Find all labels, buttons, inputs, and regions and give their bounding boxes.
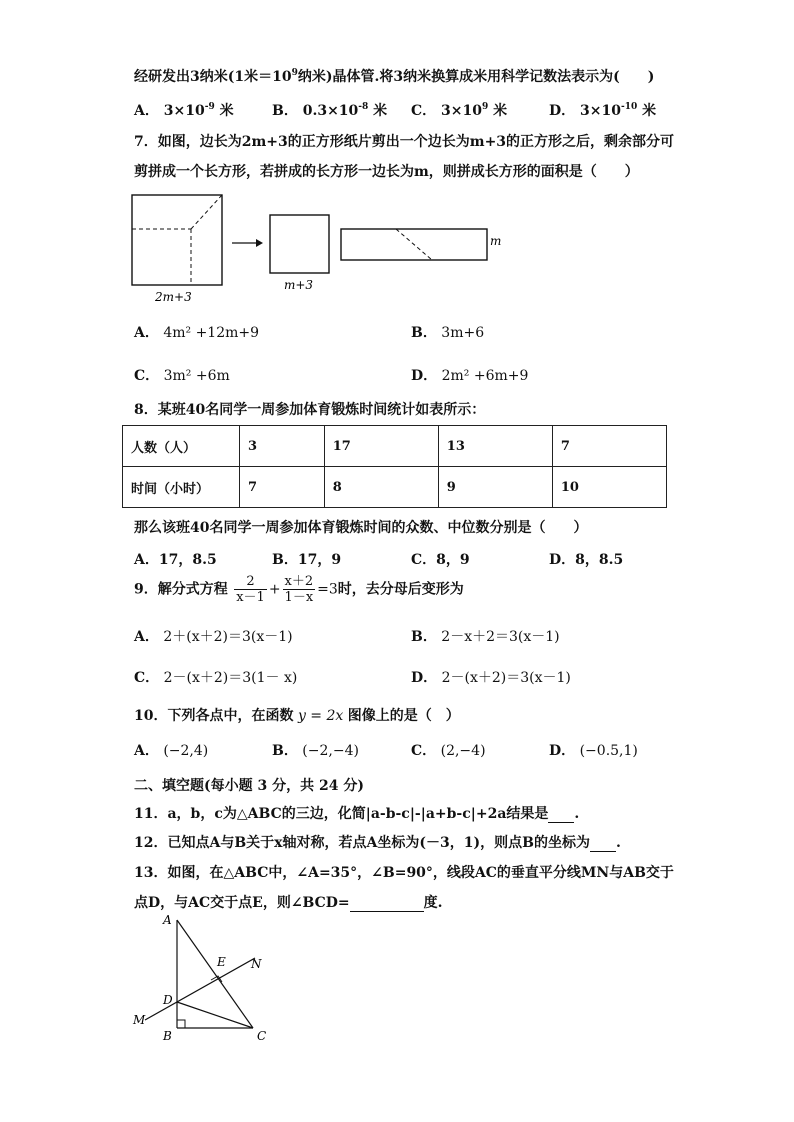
section-title: 二、填空题(每小题 3 分，共 24 分) [134, 778, 364, 794]
q10-option-b[interactable]: B． (−2,−4) [272, 743, 359, 759]
q10-option-d[interactable]: D． (−0.5,1) [549, 743, 638, 759]
point-m: M [133, 1013, 146, 1027]
q7-line1: 7．如图，边长为2m+3的正方形纸片剪出一个边长为m+3的正方形之后，剩余部分可 [134, 134, 675, 150]
q12-answer-blank[interactable] [590, 835, 616, 852]
q9-option-c[interactable]: C． 2－(x＋2)＝3(1－ x) [134, 670, 298, 686]
big-square [132, 195, 222, 285]
line-mn [145, 958, 255, 1020]
q10-option-c[interactable]: C． (2,−4) [411, 743, 486, 759]
table-cell: 7 [240, 467, 325, 508]
q8-question: 那么该班40名同学一周参加体育锻炼时间的众数、中位数分别是（ ） [134, 520, 588, 536]
point-d: D [163, 993, 173, 1007]
q13-line2: 点D，与AC交于点E，则∠BCD= 度. [134, 895, 443, 911]
q6-option-b[interactable]: B． $0.3\times 10^{-8}$ 米 [272, 102, 388, 119]
segment-dc [177, 1002, 253, 1028]
q9-option-a[interactable]: A． 2＋(x＋2)＝3(x－1) [134, 629, 293, 645]
q8-option-d[interactable]: D．8，8.5 [549, 552, 624, 568]
point-c: C [257, 1029, 267, 1043]
table-cell: 时间（小时） [123, 467, 240, 508]
q6-option-c[interactable]: C． $3\times 10^9$ 米 [411, 102, 508, 119]
q9-fraction-2: $\frac{x+2}{1-x}$ [284, 574, 314, 605]
table-row [123, 467, 667, 508]
q13-answer-blank[interactable] [350, 895, 424, 912]
q7-option-d[interactable]: D． 2m² +6m+9 [411, 368, 529, 384]
q12: 12．已知点A与B关于x轴对称，若点A坐标为(－3，1)，则点B的坐标为 . [134, 835, 621, 851]
q9-option-b[interactable]: B． 2－x＋2＝3(x－1) [411, 629, 560, 645]
segment-ac [177, 920, 253, 1028]
point-n: N [251, 957, 262, 971]
q11: 11．a，b，c为△ABC的三边，化简|a-b-c|-|a+b-c|+2a结果是 . [134, 806, 580, 822]
table-cell: 8 [324, 467, 438, 508]
q6-option-d[interactable]: D． $3\times 10^{-10}$ 米 [549, 102, 657, 119]
table-cell: 10 [552, 467, 666, 508]
point-b: B [163, 1029, 172, 1043]
q6-stem: 经研发出3纳米(1米$=10^9$纳米)晶体管.将3纳米换算成米用科学记数法表示为( ) [134, 68, 655, 85]
q7-line2: 剪拼成一个长方形，若拼成的长方形一边长为m，则拼成长方形的面积是（ ） [134, 164, 639, 180]
q9-option-d[interactable]: D． 2－(x＋2)＝3(x－1) [411, 670, 571, 686]
q13-line1: 13．如图，在△ABC中，∠A=35°，∠B=90°，线段AC的垂直平分线MN与AB交于 [134, 865, 674, 881]
table-cell: 9 [438, 467, 552, 508]
q7-option-a[interactable]: A． 4m² +12m+9 [134, 325, 260, 341]
q7-option-b[interactable]: B． 3m+6 [411, 325, 485, 341]
q7-figure [125, 190, 525, 310]
q8-stem: 8．某班40名同学一周参加体育锻炼时间统计如表所示： [134, 402, 486, 418]
table-cell: 17 [324, 426, 438, 467]
point-e: E [217, 955, 226, 969]
q13-figure [125, 910, 285, 1045]
q11-answer-blank[interactable] [548, 806, 574, 823]
cut-line-diagonal [191, 195, 222, 229]
q6-option-a[interactable]: A． $3\times 10^{-9}$ 米 [134, 102, 234, 119]
q8-option-a[interactable]: A．17，8.5 [134, 552, 217, 568]
q10-stem: 10．下列各点中，在函数 y = 2x 图像上的是（ ） [134, 708, 460, 724]
table-cell: 7 [552, 426, 666, 467]
arrow-head-icon [256, 239, 263, 247]
label-m: m [490, 234, 502, 248]
table-cell: 人数（人） [123, 426, 240, 467]
table-cell: 13 [438, 426, 552, 467]
small-square [270, 215, 329, 273]
q9-stem: 9．解分式方程 $\frac{2}{x-1}$ + $\frac{x+2}{1-x}$ =3时，去分母后变形为 [134, 574, 464, 605]
q8-option-b[interactable]: B．17，9 [272, 552, 342, 568]
q7-option-c[interactable]: C． 3m² +6m [134, 368, 230, 384]
q8-table [122, 425, 667, 508]
label-2m+3: 2m+3 [155, 290, 192, 304]
right-angle-b-icon [177, 1020, 185, 1028]
point-a: A [163, 913, 172, 927]
label-m+3: m+3 [284, 278, 314, 292]
q8-option-c[interactable]: C．8，9 [411, 552, 470, 568]
q9-fraction-1: $\frac{2}{x-1}$ [236, 574, 265, 605]
table-row [123, 426, 667, 467]
q10-option-a[interactable]: A． (−2,4) [134, 743, 209, 759]
rect-dashed-cut [396, 229, 432, 260]
table-cell: 3 [240, 426, 325, 467]
